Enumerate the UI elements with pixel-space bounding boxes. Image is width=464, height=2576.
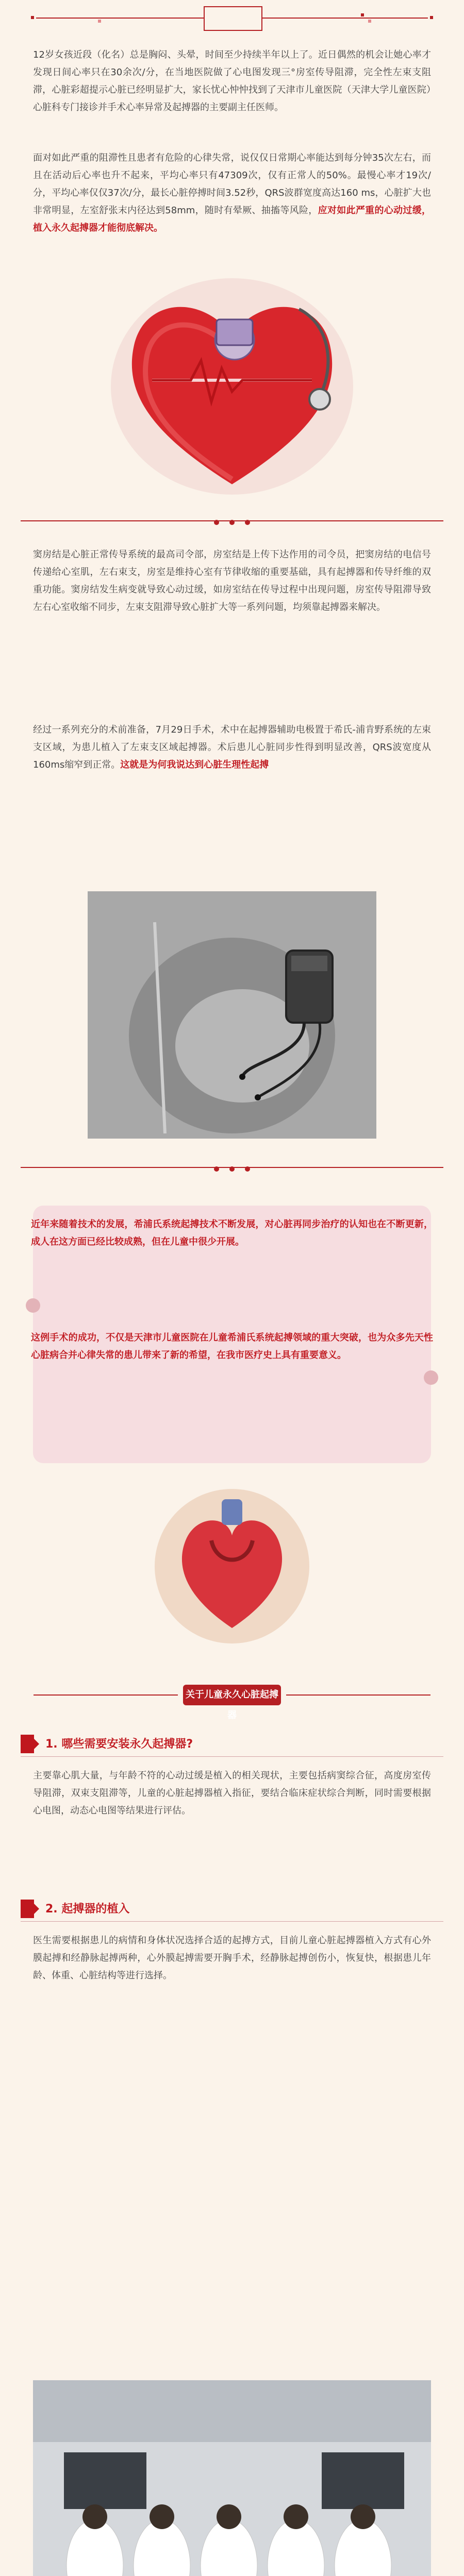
pill-title: 关于儿童永久心脏起搏器 [183, 1685, 281, 1705]
highlight-text-2: 这例手术的成功，不仅是天津市儿童医院在儿童希浦氏系统起搏领域的重大突破，也为众多先天性心脏病合并心律失常的患儿带来了新的希望，在我市医疗史上具有重要意义。 [31, 1332, 433, 1361]
child-heart-illustration [155, 1479, 309, 1654]
q1-marker-icon [21, 1735, 34, 1753]
team-photo [33, 2380, 431, 2576]
top-decoration [0, 0, 464, 36]
title-badge [204, 6, 262, 31]
intro-paragraph-2 [33, 149, 431, 237]
q1-heading-text: 1. 哪些需要安装永久起搏器? [45, 1738, 193, 1751]
xray-image [88, 891, 376, 1139]
highlight-text-1: 近年来随着技术的发展，希浦氏系统起搏技术不断发展，对心脏再同步治疗的认知也在不断更新，成人在这方面已经比较成熟，但在儿童中很少开展。 [31, 1219, 433, 1247]
intro-paragraph-2-highlight: 应对如此严重的心动过缓，植入永久起搏器才能彻底解决。 [33, 205, 431, 233]
q2-text: 医生需要根据患儿的病情和身体状况选择合适的起搏方式，目前儿童心脏起搏器植入方式有心外膜起搏和经静脉起搏两种，心外膜起搏需要开胸手术，经静脉起搏创伤小，恢复快，根据患儿年龄、体重、心脏结构等进行选择。 [33, 1935, 431, 1981]
q1-text: 主要靠心肌大量，与年龄不符的心动过缓是植入的相关现状，主要包括病窦综合征，高度房室传导阻滞，双束支阻滞等，儿童的心脏起搏器植入指征，要结合临床症状综合判断，同时需要根据心电图，动态心电图等结果进行评估。 [33, 1770, 431, 1816]
intro-paragraph-2-text: 面对如此严重的阻滞性且患者有危险的心律失常，说仅仅日常期心率能达到每分钟35次左右，而且在活动后心率也升不起来，平均心率只有47309次，仅有正常人的50%。最慢心率才19次/分，平均心率仅仅37次/分，最长心脏停搏时间3.52秒，QRS波群宽度高达160 ms，心脏扩大也非常明显，左室舒张末内径达到58mm，随时有晕厥、抽搐等风险， [33, 152, 431, 216]
q2-marker-icon [21, 1900, 34, 1918]
q2-heading [21, 1896, 443, 1922]
divider-dots [211, 517, 253, 528]
q2-heading-text: 2. 起搏器的植入 [45, 1903, 130, 1916]
section1-paragraph-2-highlight: 这就是为何我说达到心脏生理性起搏 [120, 759, 269, 770]
heart-illustration [103, 263, 361, 505]
section1-paragraph-1: 窦房结是心脏正常传导系统的最高司令部，房室结是上传下达作用的司令员，把窦房结的电信号传递给心室肌，左右束支，房室是维持心室有节律收缩的重要基础，具有起搏器和传导纤维的双重功能。窦房结发生病变就导致心动过缓，如房室结在传导过程中出现问题，房室传导阻滞导致左右心室收缩不同步，左束支阻滞导致心脏扩大等一系列问题，均须靠起搏器来解决。 [33, 549, 431, 613]
divider-dots-2 [211, 1164, 253, 1174]
q1-heading [21, 1731, 443, 1757]
section1-paragraph-2-text: 经过一系列充分的术前准备，7月29日手术，术中在起搏器辅助电极置于希氏-浦肯野系统的左束支区域，为患儿植入了左束支区域起搏器。术后患儿心脏同步性得到明显改善，QRS波宽度从160ms缩窄到正常。 [33, 724, 431, 770]
intro-paragraph-1: 12岁女孩近段（化名）总是胸闷、头晕，时间至少持续半年以上了。近日偶然的机会让她心率才发现日间心率只在30余次/分，在当地医院做了心电图发现三°房室传导阻滞，完全性左束支阻滞，心脏彩超提示心脏已经明显扩大，家长忧心忡忡找到了天津市儿童医院（天津大学儿童医院）心脏科专门接诊并手术心率异常及起搏器的主要副主任医师。 [33, 49, 431, 113]
section1-paragraph-2 [33, 721, 431, 774]
